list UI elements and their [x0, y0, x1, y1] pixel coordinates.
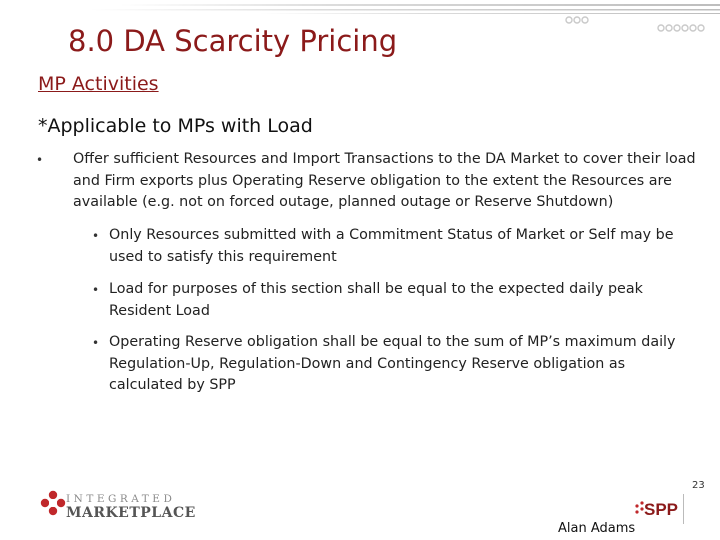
- sub-bullet: [109, 279, 709, 322]
- sub-bullet-line: Load for purposes of this section shall be equal to the expected daily peak: [109, 281, 643, 297]
- sub-bullet-line: Resident Load: [109, 302, 210, 319]
- sub-bullet-marker: •: [92, 283, 100, 297]
- sub-bullet-line: used to satisfy this requirement: [109, 248, 337, 265]
- section-heading: *Applicable to MPs with Load: [38, 115, 313, 137]
- main-bullet-line: and Firm exports plus Operating Reserve obligation to the extent the Resources are: [73, 172, 672, 189]
- spp-logo-text: SPP: [644, 500, 679, 519]
- main-bullet-line: Offer sufficient Resources and Import Transactions to the DA Market to cover their load: [73, 151, 696, 167]
- sub-bullet: [109, 225, 709, 268]
- logo-bottom-text: MARKETPLACE: [66, 505, 196, 521]
- sub-bullet: [109, 332, 709, 397]
- footer-divider: [683, 494, 684, 524]
- sub-bullet-marker: •: [92, 229, 100, 243]
- marketplace-logo: [66, 493, 196, 521]
- page-number: 23: [692, 480, 705, 491]
- sub-bullet-line: Only Resources submitted with a Commitment Status of Market or Self may be: [109, 227, 674, 243]
- main-bullet-line: available (e.g. not on forced outage, planned outage or Reserve Shutdown): [73, 194, 614, 210]
- presenter-name: Alan Adams: [558, 521, 636, 536]
- sub-bullet-line: Regulation-Up, Regulation-Down and Contingency Reserve obligation as: [109, 355, 626, 372]
- main-bullet: [73, 149, 718, 214]
- sub-bullet-line: Operating Reserve obligation shall be equal to the sum of MP’s maximum daily: [109, 334, 676, 350]
- logo-top-text: INTEGRATED: [66, 493, 176, 505]
- sub-bullet-marker: •: [92, 336, 100, 350]
- marketplace-logo-icon: [40, 490, 66, 516]
- bullet-marker: •: [36, 153, 44, 167]
- sub-bullet-line: calculated by SPP: [109, 377, 236, 393]
- slide-title: 8.0 DA Scarcity Pricing: [68, 24, 398, 58]
- slide-subtitle: MP Activities: [38, 73, 159, 95]
